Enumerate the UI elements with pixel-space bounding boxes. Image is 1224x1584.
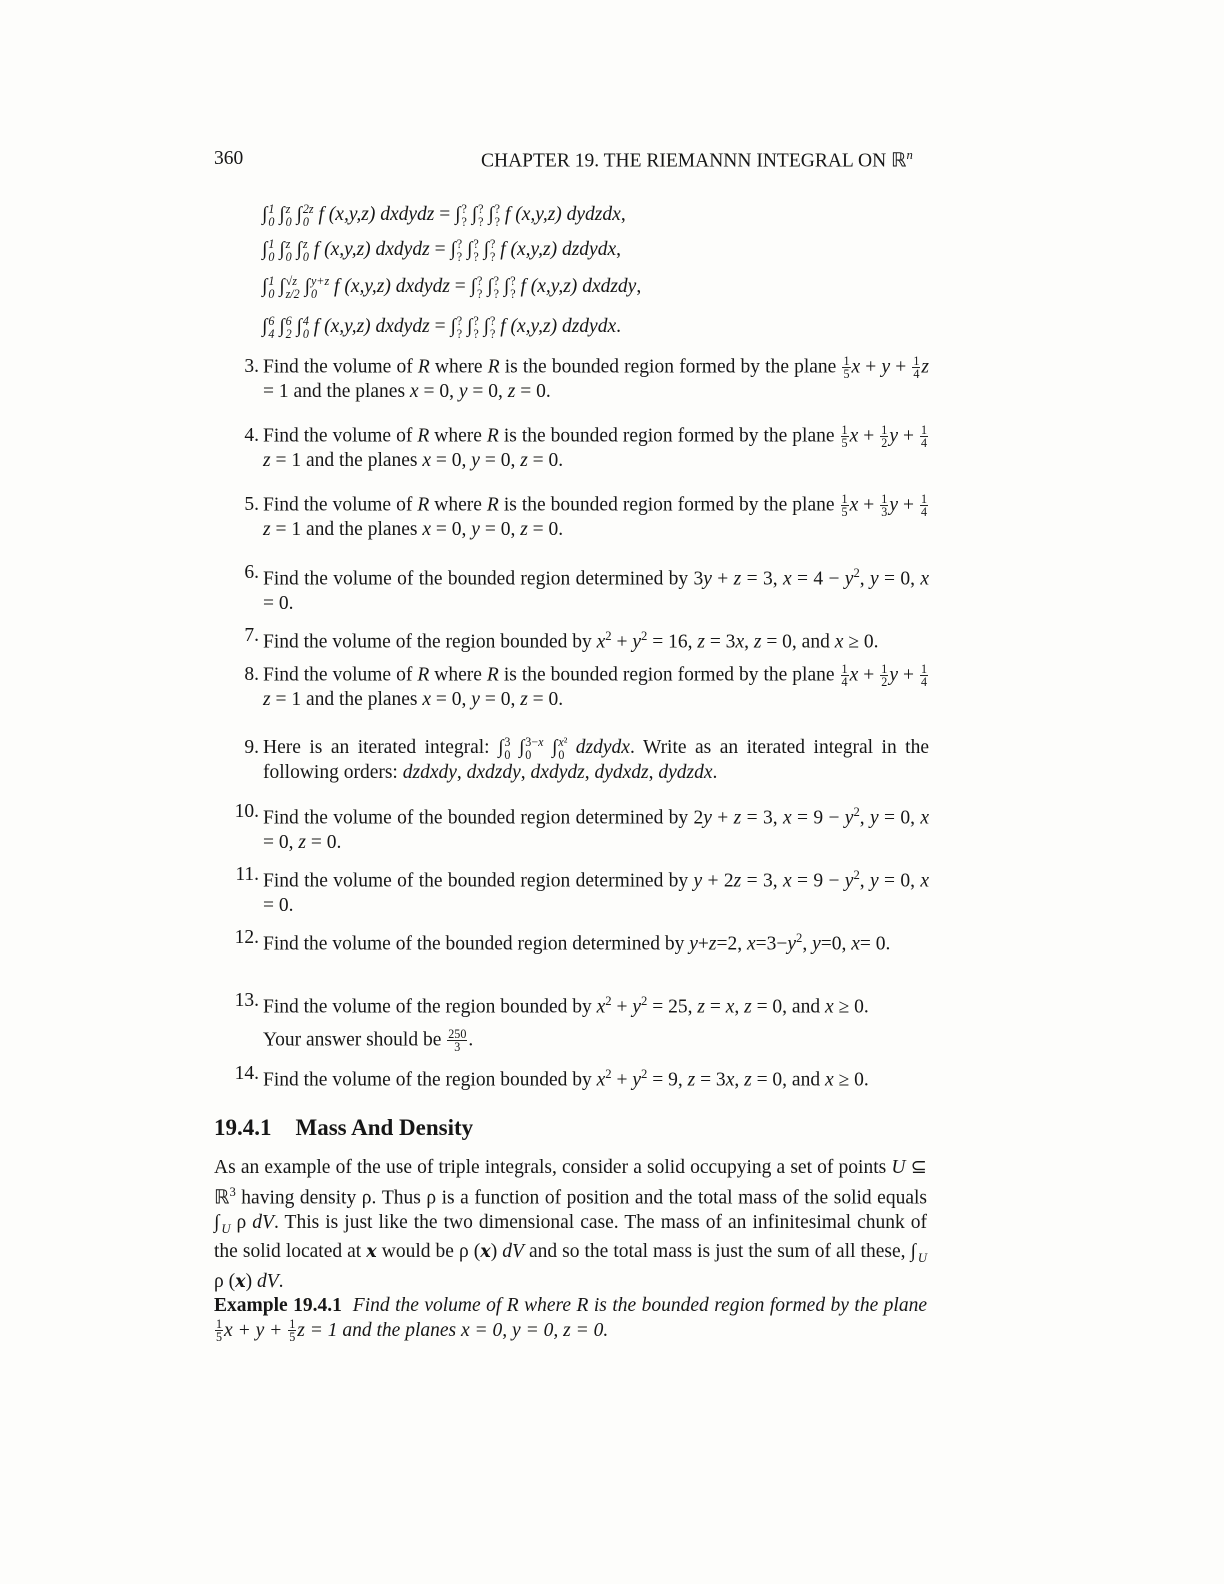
integrand: f (x,y,z) bbox=[313, 316, 371, 338]
exercise-11 bbox=[229, 863, 929, 918]
section-paragraph: As an example of the use of triple integrals, consider a solid occupying a set of points U ⊆ ℝ$^3$ having density ρ. Thus ρ is a function of position and the total mass of the solid equals ∫ $_U$ ρ dV. This is just like the two dimensional case. The mass of an infinitesimal chunk of the solid located at x would be ρ (x) dV and so the total mass is just the sum of all these, ∫ $_U$ ρ (x) dV. bbox=[214, 1157, 928, 1293]
lhs-order: dxdydz bbox=[380, 204, 435, 226]
exercise-14 bbox=[229, 1062, 929, 1093]
integral-sign: ∫ bbox=[471, 204, 478, 226]
unknown-limits: ? ? bbox=[478, 202, 484, 229]
equation-line: ∫ 1 0 ∫ √z z/2 ∫ y+z 0 f (x,y,z) dxdydz = ∫ ? ? ∫ ? ? ∫ ? ? f (x,y,z) dxdzdy, bbox=[262, 274, 642, 301]
equation-line: ∫ 1 0 ∫ z 0 ∫ z 0 f (x,y,z) dxdydz = ∫ ? ? ∫ ? ? ∫ ? ? f (x,y,z) dzdydx, bbox=[262, 237, 621, 264]
integral-sign: ∫ bbox=[279, 204, 285, 226]
integral-sign: ∫ bbox=[262, 316, 268, 338]
exercise-10 bbox=[229, 800, 929, 855]
integral-sign: ∫ bbox=[483, 316, 489, 338]
exercise-number: 11. bbox=[235, 864, 259, 885]
exercise-text: Find the volume of R where R is the bounded region formed by the plane $\frac{1}{5}$ x + $\frac{1}{2}$ y + $\frac{1}{4}$ z = 1 and the planes x = 0, y = 0, z = 0. bbox=[263, 423, 928, 472]
section-number: 19.4.1 bbox=[214, 1115, 272, 1140]
rhs-order: dzdydx bbox=[561, 316, 617, 338]
unknown-limits: ? ? bbox=[493, 274, 499, 301]
integral-sign: ∫ bbox=[296, 316, 302, 338]
unknown-limits: ? ? bbox=[461, 202, 467, 229]
integral-sign: ∫ bbox=[467, 316, 473, 338]
integral-limits: z 0 bbox=[302, 237, 309, 264]
integral-limits: z 0 bbox=[285, 237, 292, 264]
exercise-text: Find the volume of the bounded region determined by 2y + z = 3, $x = 9 - y^2$, y = 0, x = 0, z = 0. bbox=[263, 805, 930, 853]
exercise-number: 9. bbox=[244, 737, 259, 758]
integral-limits: 6 4 bbox=[268, 314, 275, 341]
integrand: f (x,y,z) bbox=[318, 204, 376, 226]
unknown-limits: ? ? bbox=[456, 314, 463, 341]
integrand: f (x,y,z) bbox=[313, 239, 371, 261]
integral-sign: ∫ bbox=[279, 239, 285, 261]
integral-limits: 4 0 bbox=[302, 314, 309, 341]
integral-sign: ∫ bbox=[470, 276, 477, 298]
integral-sign: ∫ bbox=[304, 276, 310, 298]
exercise-text: Find the volume of R where R is the bounded region formed by the plane $\frac{1}{4}$ x + $\frac{1}{2}$ y + $\frac{1}{4}$ z = 1 and the planes x = 0, y = 0, z = 0. bbox=[263, 662, 928, 711]
integral-limits: 6 2 bbox=[285, 314, 292, 341]
rhs-order: dxdzdy bbox=[582, 276, 637, 298]
exercise-4 bbox=[229, 424, 929, 473]
exercise-text: Find the volume of R where R is the bounded region formed by the plane $\frac{1}{5}$ x + $\frac{1}{3}$ y + $\frac{1}{4}$ z = 1 and the planes x = 0, y = 0, z = 0. bbox=[263, 492, 928, 541]
exercise-8 bbox=[229, 663, 929, 712]
running-title-sup: n bbox=[906, 148, 913, 162]
integral-limits: y+z 0 bbox=[310, 274, 330, 301]
section-heading bbox=[214, 1115, 473, 1141]
equation-line: ∫ 1 0 ∫ z 0 ∫ 2z 0 f (x,y,z) dxdydz = ∫ ? ? ∫ ? ? ∫ ? ? f (x,y,z) dydzdx, bbox=[262, 202, 626, 229]
unknown-limits: ? ? bbox=[473, 314, 479, 341]
exercise-number: 7. bbox=[244, 625, 259, 646]
integral-sign: ∫ bbox=[450, 239, 456, 261]
exercise-number: 10. bbox=[234, 801, 259, 822]
example-text: Find the volume of R where R is the bounded region formed by the plane $\frac{1}{5}$ x + y + $\frac{1}{5}$ z = 1 and the planes x = 0, y = 0, z = 0. bbox=[216, 1295, 928, 1345]
integrand: f (x,y,z) bbox=[520, 276, 578, 298]
exercise-number: 6. bbox=[244, 562, 259, 583]
equation-line: ∫ 6 4 ∫ 6 2 ∫ 4 0 f (x,y,z) dxdydz = ∫ ? ? ∫ ? ? ∫ ? ? f (x,y,z) dzdydx. bbox=[262, 314, 621, 341]
integral-sign: ∫ bbox=[455, 204, 461, 226]
exercise-text: Find the volume of the region bounded by $x^2 + y^2 = 25$, z = x, z = 0, and x ≥ 0. bbox=[263, 994, 869, 1018]
exercise-9 bbox=[229, 736, 929, 785]
running-title bbox=[481, 148, 913, 173]
integral-limits: 2z 0 bbox=[302, 202, 314, 229]
unknown-limits: ? ? bbox=[473, 237, 479, 264]
exercise-5 bbox=[229, 493, 929, 542]
integrand: f (x,y,z) bbox=[500, 316, 558, 338]
integral-sign: ∫ bbox=[503, 276, 510, 298]
unknown-limits: ? ? bbox=[456, 237, 463, 264]
unknown-limits: ? ? bbox=[494, 202, 501, 229]
exercise-number: 13. bbox=[234, 990, 259, 1011]
section-title: Mass And Density bbox=[295, 1115, 474, 1140]
integral-sign: ∫ bbox=[279, 276, 285, 298]
example-label: Example 19.4.1 bbox=[214, 1295, 342, 1316]
integral-sign: ∫ bbox=[262, 204, 268, 226]
integral-limits: 1 0 bbox=[268, 237, 275, 264]
lhs-order: dxdydz bbox=[395, 276, 450, 298]
integrand: f (x,y,z) bbox=[504, 204, 562, 226]
integral-limits: 1 0 bbox=[268, 274, 275, 301]
exercise-12 bbox=[229, 926, 929, 957]
exercise-text: Find the volume of the bounded region determined by y + 2z = 3, $x = 9 - y^2$, y = 0, x = 0. bbox=[263, 868, 930, 916]
integral-sign: ∫ bbox=[488, 204, 494, 226]
exercise-number: 3. bbox=[244, 356, 259, 377]
exercise-number: 4. bbox=[244, 425, 259, 446]
exercise-13 bbox=[229, 989, 929, 1053]
exercise-number: 5. bbox=[244, 494, 259, 515]
integral-sign: ∫ bbox=[279, 316, 285, 338]
exercise-number: 12. bbox=[234, 927, 259, 948]
integral-limits: √z z/2 bbox=[285, 274, 300, 301]
integral-sign: ∫ bbox=[262, 276, 268, 298]
integral-sign: ∫ bbox=[296, 204, 302, 226]
rhs-order: dzdydx bbox=[561, 239, 617, 261]
lhs-order: dxdydz bbox=[375, 239, 430, 261]
example-block bbox=[214, 1294, 927, 1343]
integral-sign: ∫ bbox=[296, 239, 302, 261]
unknown-limits: ? ? bbox=[477, 274, 483, 301]
exercise-7 bbox=[229, 624, 929, 655]
page-number: 360 bbox=[214, 148, 244, 169]
exercise-number: 14. bbox=[234, 1063, 259, 1084]
rhs-order: dydzdx bbox=[566, 204, 621, 226]
unknown-limits: ? ? bbox=[510, 274, 516, 301]
integral-sign: ∫ bbox=[262, 239, 268, 261]
integrand: f (x,y,z) bbox=[500, 239, 558, 261]
running-title-text: CHAPTER 19. THE RIEMANNN INTEGRAL ON ℝ bbox=[481, 150, 907, 172]
integral-limits: z 0 bbox=[285, 202, 292, 229]
unknown-limits: ? ? bbox=[489, 314, 496, 341]
integral-sign: ∫ bbox=[450, 316, 456, 338]
integral-limits: 1 0 bbox=[268, 202, 275, 229]
exercise-text: Find the volume of R where R is the bounded region formed by the plane $\frac{1}{5}$ x + y + $\frac{1}{4}$ z = 1 and the planes x = 0, y = 0, z = 0. bbox=[263, 354, 929, 403]
exercise-6 bbox=[229, 561, 929, 616]
exercise-text: Find the volume of the bounded region determined by 3y + z = 3, $x = 4 - y^2$, y = 0, x = 0. bbox=[263, 566, 930, 614]
integral-sign: ∫ bbox=[487, 276, 493, 298]
exercise-note: Your answer should be $\frac{250}{3}$ . bbox=[263, 1026, 474, 1054]
integral-sign: ∫ bbox=[483, 239, 489, 261]
exercise-text: Here is an iterated integral: ∫ 3 0 ∫ 3−x 0 ∫ x² 0 dzdydx. Write as an iterated integral in the following orders: dzdxdy, dxdzdy, dxdydz, dydxdz, dydzdx. bbox=[263, 735, 930, 784]
exercise-number: 8. bbox=[244, 664, 259, 685]
lhs-order: dxdydz bbox=[375, 316, 430, 338]
exercise-text: Find the volume of the region bounded by $x^2 + y^2 = 9$, z = 3x, z = 0, and x ≥ 0. bbox=[263, 1067, 869, 1091]
exercise-3 bbox=[229, 355, 929, 404]
exercise-text: Find the volume of the region bounded by $x^2 + y^2 = 16$, z = 3x, z = 0, and x ≥ 0. bbox=[263, 629, 879, 653]
unknown-limits: ? ? bbox=[489, 237, 496, 264]
integrand: f (x,y,z) bbox=[334, 276, 391, 298]
exercise-text: Find the volume of the bounded region determined by y+z=2, $x=3-y^2$, y=0, x= 0. bbox=[263, 931, 891, 955]
integral-sign: ∫ bbox=[467, 239, 473, 261]
